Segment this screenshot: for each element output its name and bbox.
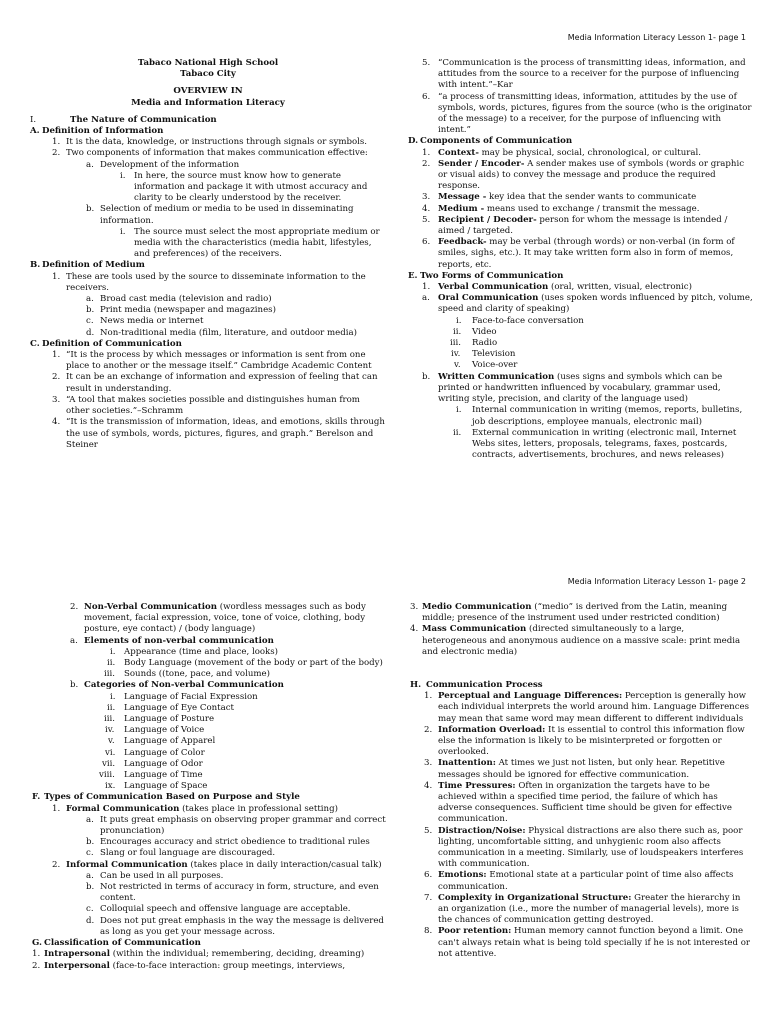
list-item: b. Selection of medium or media to be used in disseminating information. bbox=[86, 204, 354, 226]
list-item: 1. Verbal Communication (oral, written, visual, electronic) bbox=[422, 282, 692, 293]
list-item: ii. Body Language (movement of the body or part of the body) bbox=[107, 658, 383, 669]
list-item: a. Broad cast media (television and radio) bbox=[86, 294, 272, 305]
right-column bbox=[410, 602, 750, 960]
list-item: iii. Sounds ((tone, pace, and volume) bbox=[104, 669, 270, 680]
list-item: a. It puts great emphasis on observing proper grammar and correct pronunciation) bbox=[86, 814, 386, 837]
list-item: b. Not restricted in terms of accuracy in form, structure, and even content. bbox=[86, 882, 379, 904]
list-item: 1. Intrapersonal (within the individual; remembering, deciding, dreaming) bbox=[32, 949, 365, 960]
list-item: ii. Language of Eye Contact bbox=[107, 702, 235, 713]
subsection-heading: A. Definition of Information bbox=[30, 126, 164, 137]
list-item: a. Can be used in all purposes. bbox=[86, 870, 224, 881]
list-item: v. Language of Apparel bbox=[108, 736, 216, 747]
list-item: d. Non-traditional media (film, literature, and outdoor media) bbox=[86, 327, 357, 338]
page-header: Media Information Literacy Lesson 1- page 1 bbox=[567, 33, 746, 42]
list-item: iv. Language of Voice bbox=[105, 725, 205, 736]
list-item: c. Colloquial speech and offensive language are acceptable. bbox=[86, 904, 351, 915]
list-item: 1. It is the data, knowledge, or instructions through signals or symbols. bbox=[52, 137, 368, 148]
list-item: 4. “It is the transmission of information, ideas, and emotions, skills through the use of symbols, words, pictures, figures, and graph.” Berelson and Steiner bbox=[52, 417, 385, 450]
list-item: 2. Information Overload: It is essential to control this information flow else the information is likely to be misinterpreted or forgotten or overlooked. bbox=[424, 724, 745, 758]
list-item: i. Language of Facial Expression bbox=[110, 691, 258, 702]
list-item: i. The source must select the most appropriate medium or media with the characteristics (media habit, lifestyles, and preferences) of the receivers. bbox=[120, 226, 380, 260]
list-item: 2. Informal Communication (takes place in daily interaction/casual talk) bbox=[52, 859, 382, 870]
list-item: 1. These are tools used by the source to disseminate information to the receivers. bbox=[52, 271, 366, 293]
list-item: 5. “Communication is the process of transmitting ideas, information, and attitudes from the source to a receiver for the purpose of influencing with intent.”–Kar bbox=[422, 58, 746, 91]
subsection-heading: D. Components of Communication bbox=[408, 136, 573, 147]
list-item: 2. It can be an exchange of information and expression of feeling that can result in understanding. bbox=[52, 372, 378, 394]
list-item: iv. Television bbox=[451, 349, 516, 360]
list-item: c. Slang or foul language are discouraged. bbox=[86, 848, 276, 859]
list-item: 1. Perceptual and Language Differences: Perception is generally how each individual interprets the world around him. Language Differences may mean that same word may mean different to different individuals bbox=[424, 691, 750, 724]
list-item: 7. Complexity in Organizational Structure: Greater the hierarchy in an organization (i.e., more the number of managerial levels), more is the chances of communication getting destroyed. bbox=[424, 892, 741, 926]
list-item: vii. Language of Odor bbox=[102, 758, 203, 769]
list-item: vi. Language of Color bbox=[105, 747, 205, 758]
list-item: 4. Medium - means used to exchange / transmit the message. bbox=[422, 203, 700, 214]
subsection-heading: G. Classification of Communication bbox=[32, 938, 201, 949]
list-item: 3. “A tool that makes societies possible and distinguishes human from other societies.”–Schramm bbox=[52, 394, 360, 417]
list-item: b. Print media (newspaper and magazines) bbox=[86, 305, 276, 316]
list-item: i. Internal communication in writing (memos, reports, bulletins, job descriptions, employee manuals, electronic mail) bbox=[456, 405, 743, 427]
subsection-heading: F. Types of Communication Based on Purpose and Style bbox=[32, 792, 300, 803]
list-item: i. Face-to-face conversation bbox=[456, 315, 584, 326]
doc-title-line1: OVERVIEW IN bbox=[173, 86, 243, 97]
list-item: 2. Two components of information that makes communication effective: bbox=[52, 148, 368, 159]
school-city: Tabaco City bbox=[180, 69, 236, 80]
list-item: 2. Non-Verbal Communication (wordless messages such as body movement, facial expression, voice, tone of voice, clothing, body posture, eye contact) / (body language) bbox=[70, 602, 366, 635]
list-item: c. News media or internet bbox=[86, 316, 204, 327]
list-item: a. Oral Communication (uses spoken words influenced by pitch, volume, speed and clarity of speaking) bbox=[422, 293, 753, 315]
list-item: i. In here, the source must know how to generate information and package it with utmost accuracy and clarity to be clearly understood by the receiver. bbox=[120, 170, 368, 204]
list-item: iii. Radio bbox=[450, 338, 498, 349]
list-item: 4. Time Pressures: Often in organization the targets have to be achieved within a specified time period, the failure of which has adverse consequences. Sufficient time should be given for effective communication. bbox=[424, 780, 732, 825]
list-item: b. Encourages accuracy and strict obedience to traditional rules bbox=[86, 837, 370, 848]
list-item: a. Development of the information bbox=[86, 159, 240, 170]
document-page-2 bbox=[0, 512, 768, 1024]
list-item: 5. Recipient / Decoder- person for whom the message is intended / aimed / targeted. bbox=[422, 214, 728, 237]
list-item: 1. Context- may be physical, social, chronological, or cultural. bbox=[422, 147, 701, 158]
subsection-heading: E. Two Forms of Communication bbox=[408, 270, 564, 281]
left-column bbox=[32, 602, 386, 972]
list-item: ii. External communication in writing (electronic mail, Internet Webs sites, letters, proposals, telegrams, faxes, postcards, contracts, advertisements, brochures, and news releases) bbox=[453, 427, 737, 461]
list-item: 6. Emotions: Emotional state at a particular point of time also affects communication. bbox=[424, 870, 734, 892]
school-name: Tabaco National High School bbox=[137, 58, 279, 68]
list-item: 4. Mass Communication (directed simultaneously to a large, heterogeneous and anonymous audience on a massive scale: print media and electronic media) bbox=[410, 624, 741, 657]
right-column bbox=[408, 58, 754, 461]
list-item: 2. Sender / Encoder- A sender makes use of symbols (words or graphic or visual aids) to convey the message and produce the required response. bbox=[422, 158, 745, 192]
list-item: i. Appearance (time and place, looks) bbox=[110, 646, 279, 657]
list-item: 3. Inattention: At times we just not listen, but only hear. Repetitive messages should be ignored for effective communication. bbox=[424, 758, 725, 780]
list-item: v. Voice-over bbox=[454, 360, 518, 371]
list-item: d. Does not put great emphasis in the way the message is delivered as long as you get your message across. bbox=[86, 915, 384, 937]
list-item: 2. Interpersonal (face-to-face interaction: group meetings, interviews, bbox=[32, 960, 346, 971]
list-item: 1. “It is the process by which messages or information is sent from one place to another or the message itself.” Cambridge Academic Content bbox=[52, 350, 372, 372]
section-heading: I. The Nature of Communication bbox=[30, 114, 217, 125]
page-header: Media Information Literacy Lesson 1- page 2 bbox=[567, 577, 746, 586]
list-item: a. Elements of non-verbal communication bbox=[70, 635, 274, 646]
list-item: 6. Feedback- may be verbal (through words) or non-verbal (in form of smiles, sighs, etc.). It may take written form also in form of memos, reports, etc. bbox=[422, 237, 735, 270]
doc-title-line2: Media and Information Literacy bbox=[131, 97, 285, 108]
list-item: 8. Poor retention: Human memory cannot function beyond a limit. One can't always retain what is being told specially if he is not interested or not attentive. bbox=[424, 926, 750, 959]
subsection-heading: H. Communication Process bbox=[410, 680, 543, 691]
list-item: 3. Medio Communication (“medio” is derived from the Latin, meaning middle; presence of the instrument used under restricted condition) bbox=[410, 602, 728, 624]
subsection-heading: B. Definition of Medium bbox=[30, 260, 145, 271]
list-item: 3. Message - key idea that the sender wants to communicate bbox=[422, 192, 697, 203]
list-item: 5. Distraction/Noise: Physical distractions are also there such as, poor lighting, uncomfortable sitting, and unhygienic room also affects communication in a meeting. Similarly, use of loudspeakers interferes with communication. bbox=[424, 825, 744, 870]
list-item: ii. Video bbox=[453, 326, 497, 337]
list-item: ix. Language of Space bbox=[105, 781, 208, 792]
list-item: iii. Language of Posture bbox=[104, 714, 215, 725]
left-column bbox=[30, 58, 386, 451]
list-item: b. Categories of Non-verbal Communication bbox=[70, 680, 284, 691]
subsection-heading: C. Definition of Communication bbox=[30, 338, 182, 349]
list-item: viii. Language of Time bbox=[99, 770, 203, 781]
list-item: 1. Formal Communication (takes place in professional setting) bbox=[52, 803, 338, 814]
list-item: b. Written Communication (uses signs and symbols which can be printed or handwritten influenced by vocabulary, grammar used, writing style, precision, and clarity of the language used) bbox=[422, 371, 723, 405]
list-item: 6. “a process of transmitting ideas, information, attitudes by the use of symbols, words, pictures, figures from the source (who is the originator of the message) to a receiver, for the purpose of influencing with intent.” bbox=[422, 91, 752, 136]
